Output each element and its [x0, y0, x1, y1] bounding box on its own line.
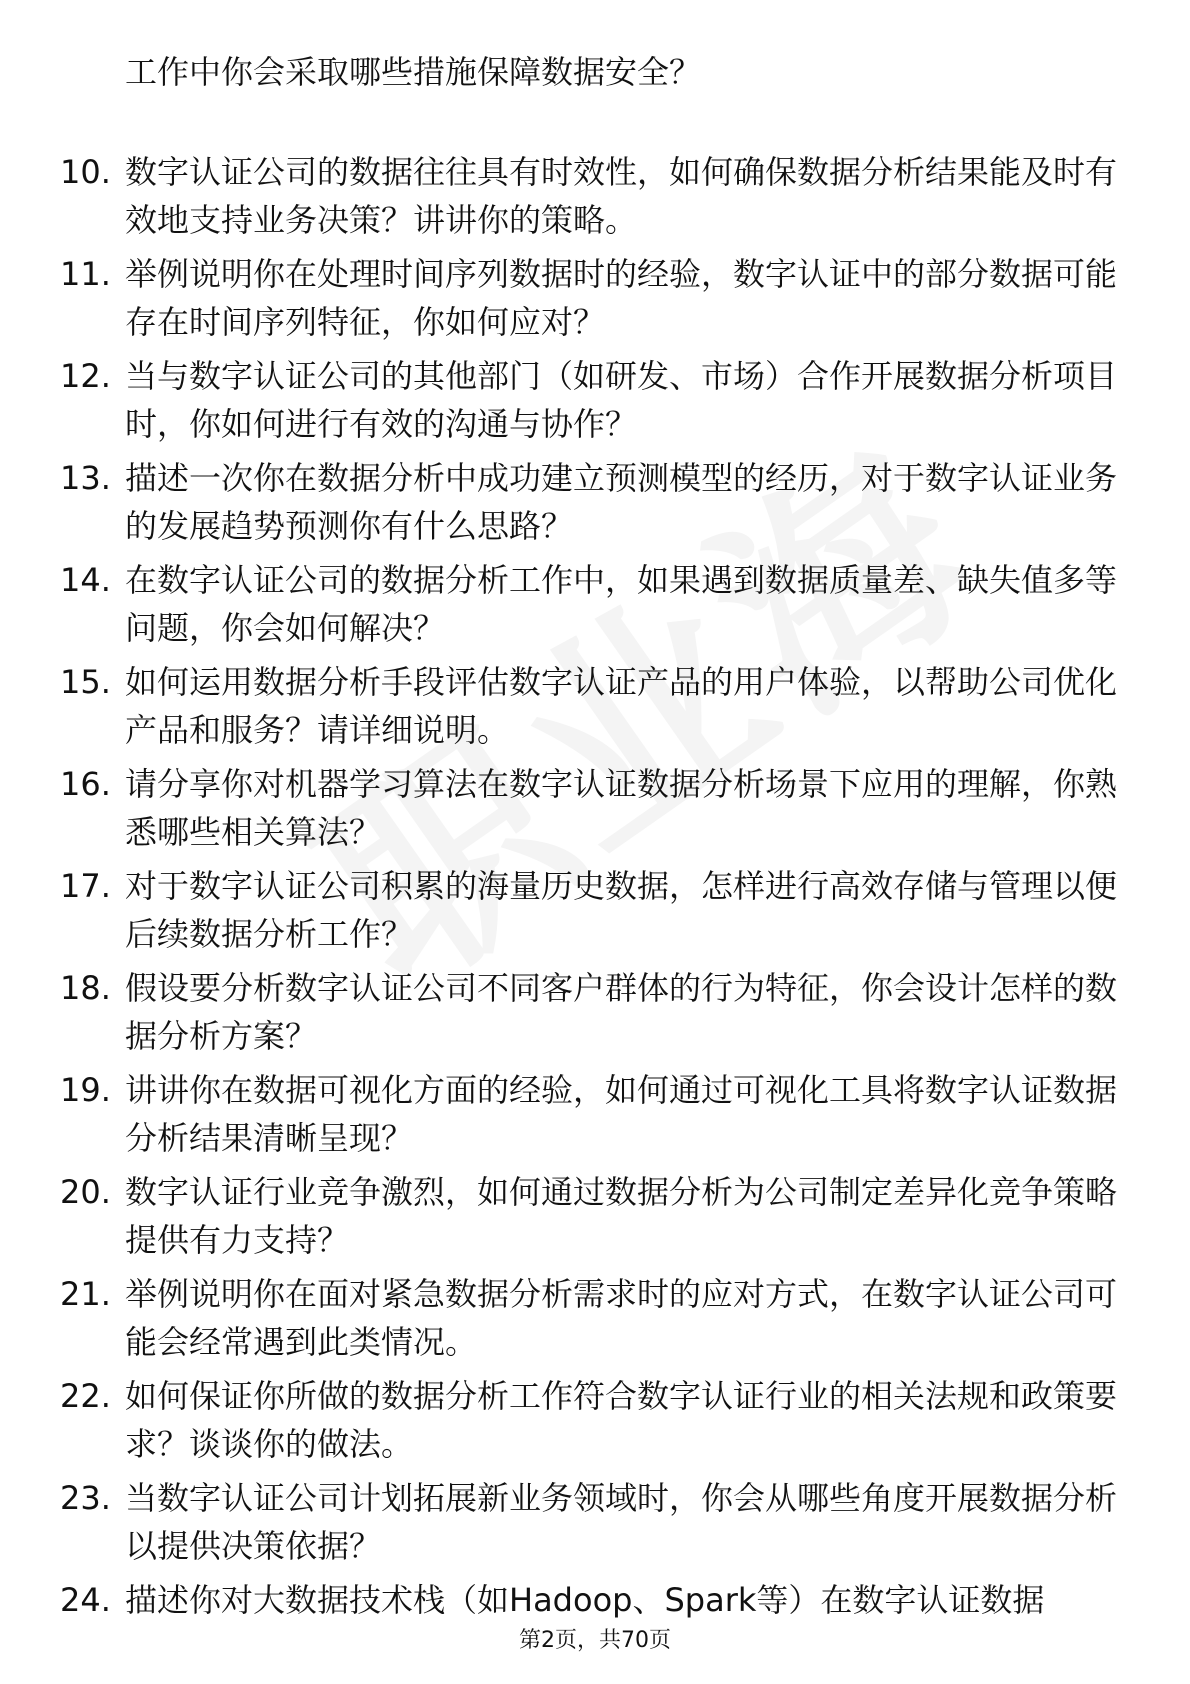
question-text: 讲讲你在数据可视化方面的经验，如何通过可视化工具将数字认证数据分析结果清晰呈现？ — [125, 1071, 1118, 1157]
question-item — [60, 1576, 1120, 1624]
question-text: 请分享你对机器学习算法在数字认证数据分析场景下应用的理解，你熟悉哪些相关算法？ — [125, 765, 1118, 851]
question-content — [60, 48, 1120, 1630]
question-text: 如何运用数据分析手段评估数字认证产品的用户体验，以帮助公司优化产品和服务？请详细说明。 — [125, 663, 1118, 749]
page-footer — [0, 1626, 1190, 1656]
question-text: 描述一次你在数据分析中成功建立预测模型的经历，对于数字认证业务的发展趋势预测你有什么思路？ — [125, 459, 1118, 545]
question-number: 22. — [60, 1377, 111, 1415]
question-item — [60, 862, 1120, 958]
question-item — [60, 1168, 1120, 1264]
question-number: 19. — [60, 1071, 111, 1109]
question-item — [60, 556, 1120, 652]
question-list — [60, 148, 1120, 1624]
question-number: 21. — [60, 1275, 111, 1313]
question-text: 对于数字认证公司积累的海量历史数据，怎样进行高效存储与管理以便后续数据分析工作？ — [125, 867, 1118, 953]
question-text: 当数字认证公司计划拓展新业务领域时，你会从哪些角度开展数据分析以提供决策依据？ — [125, 1479, 1118, 1565]
question-text: 在数字认证公司的数据分析工作中，如果遇到数据质量差、缺失值多等问题，你会如何解决？ — [125, 561, 1118, 647]
continued-question-text: 工作中你会采取哪些措施保障数据安全？ — [125, 53, 702, 91]
question-item — [60, 760, 1120, 856]
question-text: 数字认证行业竞争激烈，如何通过数据分析为公司制定差异化竞争策略提供有力支持？ — [125, 1173, 1118, 1259]
page-number-label: 第2页，共70页 — [519, 1628, 671, 1653]
question-number: 18. — [60, 969, 111, 1007]
question-text: 当与数字认证公司的其他部门（如研发、市场）合作开展数据分析项目时，你如何进行有效的沟通与协作？ — [125, 357, 1118, 443]
question-text: 举例说明你在面对紧急数据分析需求时的应对方式，在数字认证公司可能会经常遇到此类情况。 — [125, 1275, 1118, 1361]
question-number: 15. — [60, 663, 111, 701]
question-item — [60, 964, 1120, 1060]
question-item — [60, 148, 1120, 244]
question-number: 23. — [60, 1479, 111, 1517]
question-number: 20. — [60, 1173, 111, 1211]
question-text: 举例说明你在处理时间序列数据时的经验，数字认证中的部分数据可能存在时间序列特征，你如何应对？ — [125, 255, 1118, 341]
question-number: 12. — [60, 357, 111, 395]
question-text: 数字认证公司的数据往往具有时效性，如何确保数据分析结果能及时有效地支持业务决策？讲讲你的策略。 — [125, 153, 1118, 239]
question-number: 11. — [60, 255, 111, 293]
question-item — [60, 352, 1120, 448]
question-text: 描述你对大数据技术栈（如Hadoop、Spark等）在数字认证数据 — [125, 1581, 1045, 1619]
question-number: 17. — [60, 867, 111, 905]
question-number: 13. — [60, 459, 111, 497]
question-text: 如何保证你所做的数据分析工作符合数字认证行业的相关法规和政策要求？谈谈你的做法。 — [125, 1377, 1118, 1463]
question-item — [60, 658, 1120, 754]
question-item — [60, 1372, 1120, 1468]
question-item — [60, 250, 1120, 346]
question-text: 假设要分析数字认证公司不同客户群体的行为特征，你会设计怎样的数据分析方案？ — [125, 969, 1118, 1055]
question-number: 24. — [60, 1581, 111, 1619]
question-item — [60, 1270, 1120, 1366]
question-number: 16. — [60, 765, 111, 803]
question-item — [60, 454, 1120, 550]
question-item — [60, 1066, 1120, 1162]
question-number: 10. — [60, 153, 111, 191]
question-number: 14. — [60, 561, 111, 599]
question-item — [60, 1474, 1120, 1570]
